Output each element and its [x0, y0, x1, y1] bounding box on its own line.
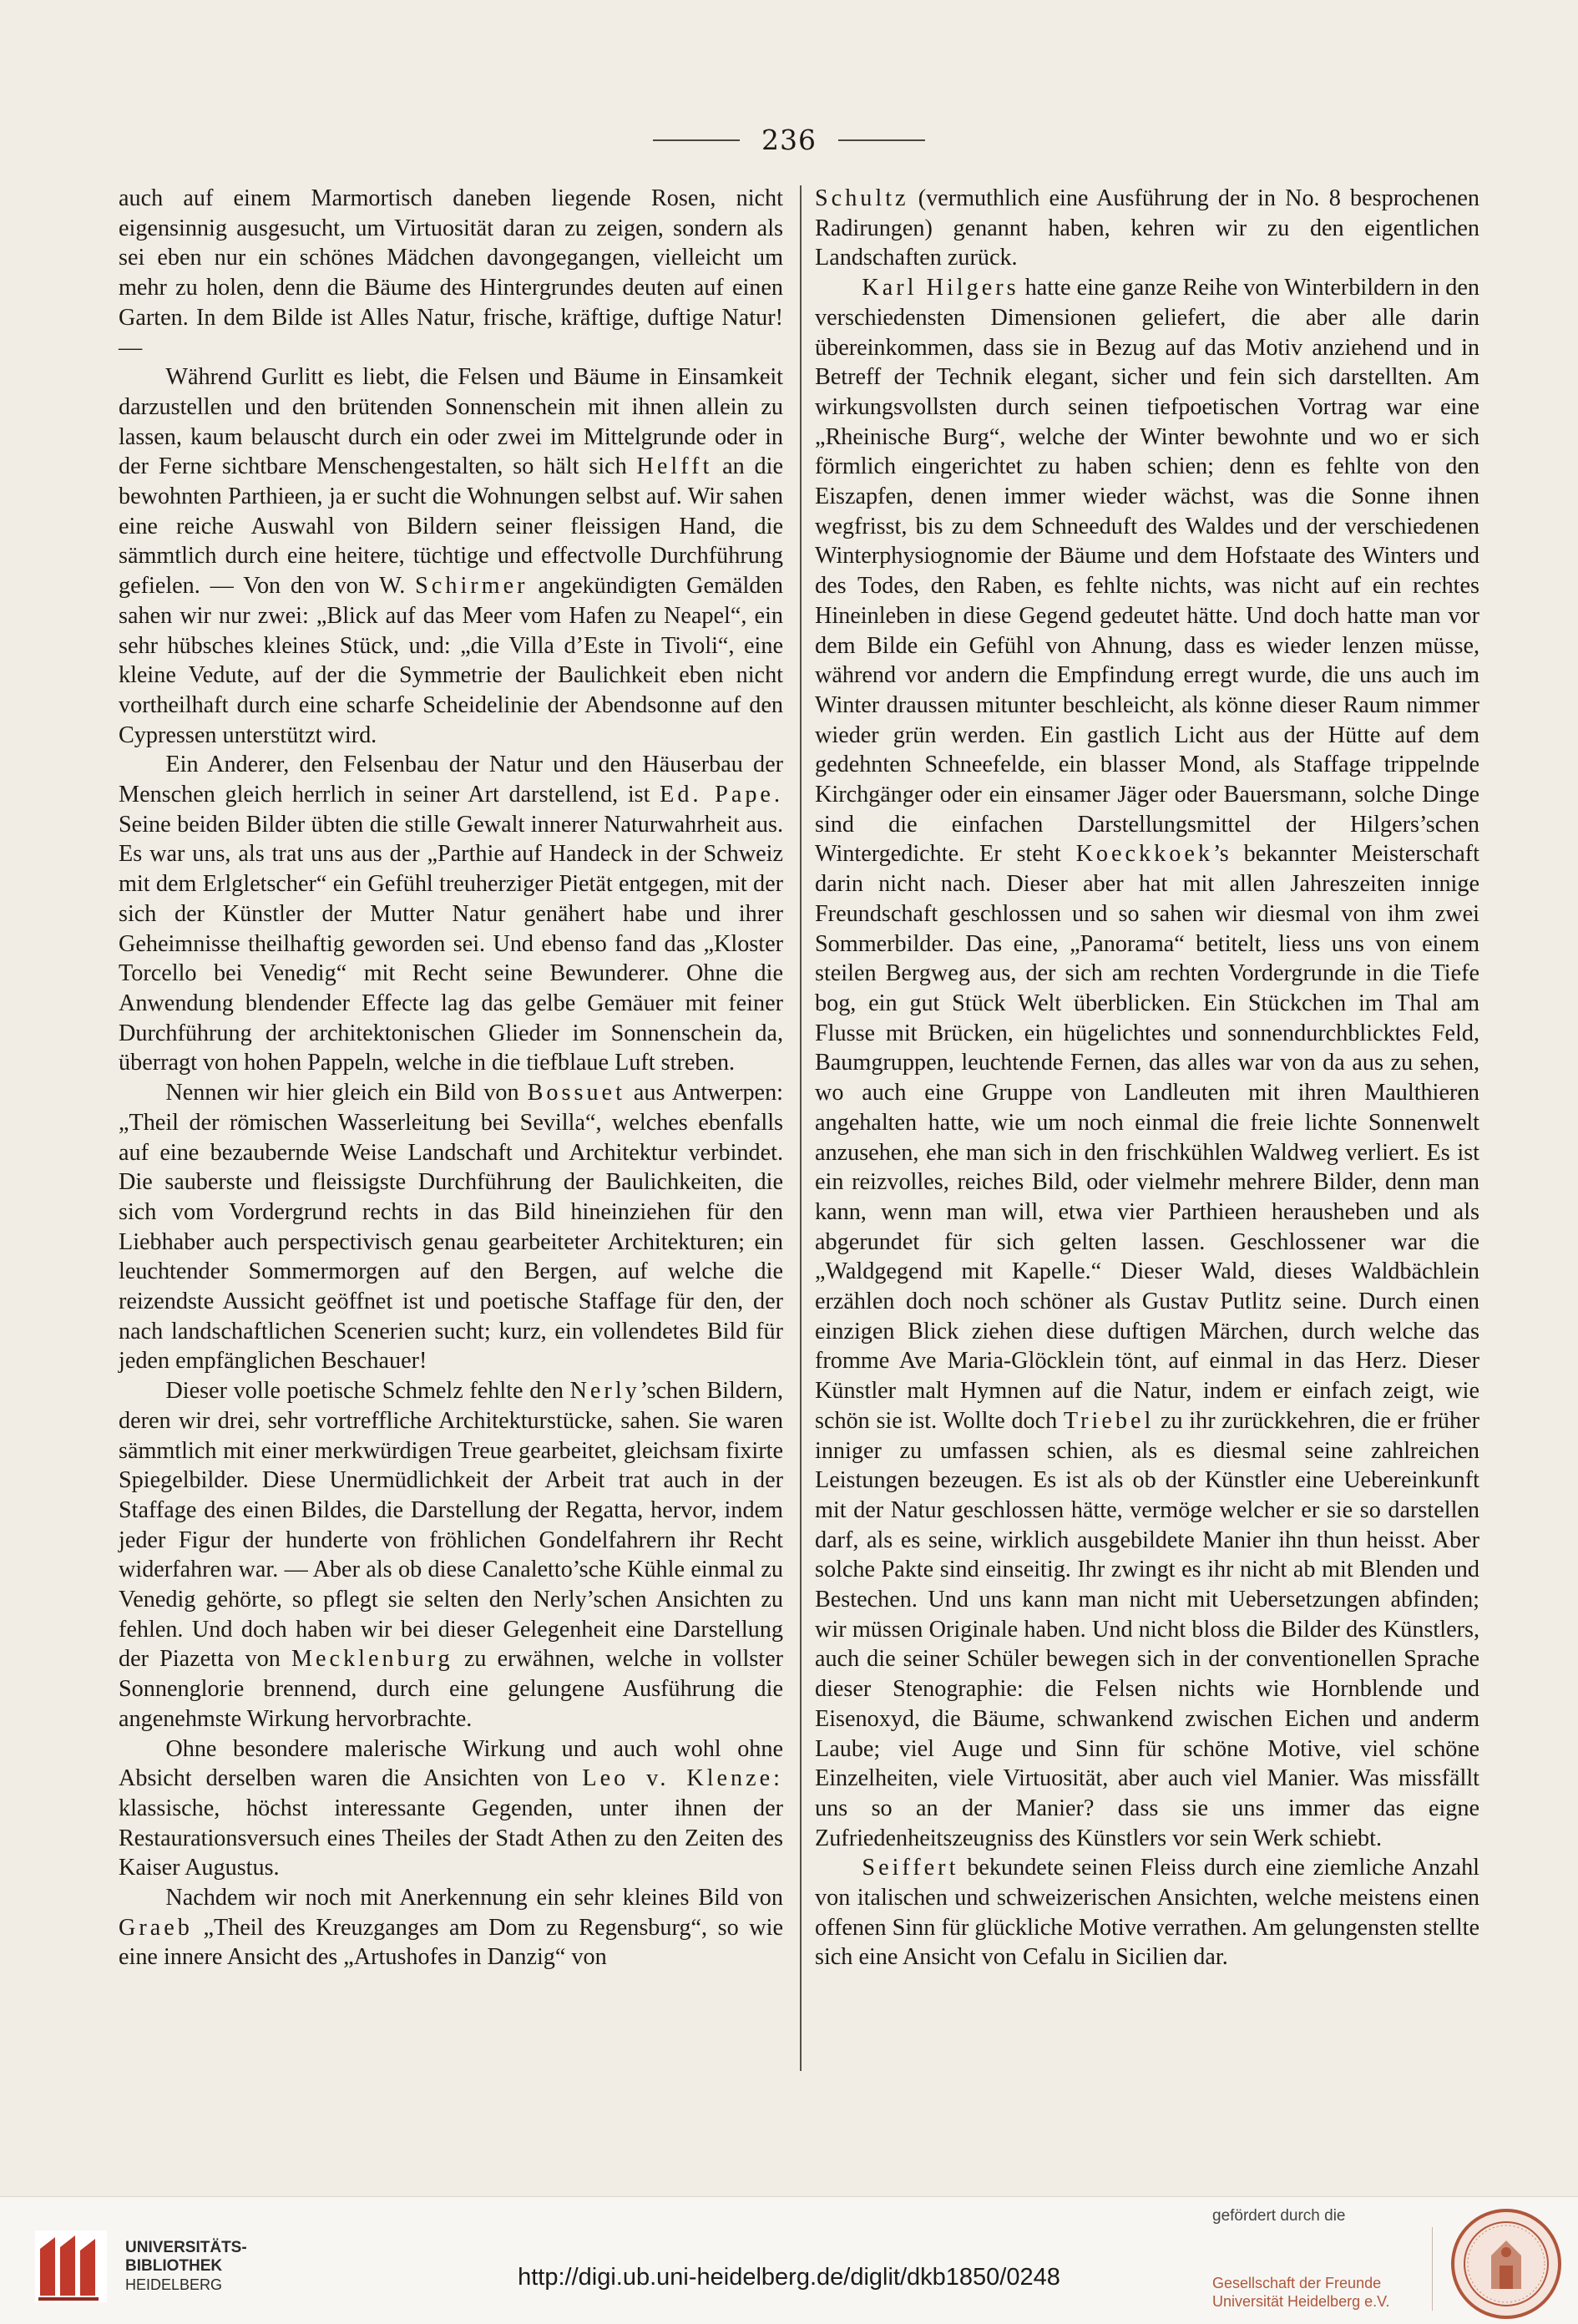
sponsor-name[interactable]	[1212, 2274, 1389, 2311]
paragraph	[119, 750, 783, 1078]
paragraph	[815, 184, 1479, 273]
page-header	[0, 124, 1578, 156]
sponsor-caption: gefördert durch die	[1212, 2207, 1346, 2225]
text-run: klassische, höchst interessante Gegenden, unter ihnen der Restaurationsversuch eines Theiles der Stadt Athen zu den Zeiten des Kaiser Augustus.	[119, 1795, 783, 1881]
text-run: hatte eine ganze Reihe von Winterbildern in den verschiedensten Dimensionen geliefert, die aber alle darin übereinkommen, dass sie in Bezug auf das Motiv anziehend und in Betreff der Technik elegant, sicher und fein sich darstellten. Am wirkungsvollsten durch seinen tiefpoetischen Vortrag war eine „Rheinische Burg“, welche der Winter bewohnte und wo er sich förmlich eingerichtet zu haben schien; denn es fehlte von den Eiszapfen, denen immer wieder wächst, was die Sonne ihnen wegfrisst, bis zu dem Schneeduft des Waldes und der verschiedenen Winterphysiognomie der Bäume und dem Hofstaate des Winters und des Todes, den Raben, es fehlte nichts, was nicht auf ein rechtes Hineinleben in diese Gegend gedeutet hätte. Und doch hatte man vor dem Bilde ein Gefühl von Ahnung, dass es wieder lenzen müsse, während vor andern die Empfindung erregt wurde, die uns auch im Winter draussen mitunter beschleicht, als könne dieser Raum nimmer wieder grün werden. Ein gastlich Licht aus der Hütte auf dem gedehnten Schneefelde, ein blasser Mond, als Staffage trippelnde Kirchgänger oder ein einsamer Jäger oder Bauersmann, solche Dinge sind die einfachen Darstellungsmittel der Hilgers’schen Wintergedichte. Er steht	[815, 275, 1479, 868]
artist-name: Nerly	[569, 1378, 640, 1405]
library-name-line2: BIBLIOTHEK	[125, 2257, 223, 2275]
text-run: Nennen wir hier gleich ein Bild von	[165, 1080, 528, 1106]
text-run: ’s bekannter Meisterschaft darin nicht nach. Dieser aber hat mit allen Jahreszeiten innige Freundschaft geschlossen und so sahen wir diesmal von ihm zwei Sommerbilder. Das eine, „Panorama“ betitelt, liess uns von einem steilen Bergweg aus, der sich am rechten Vordergrunde in die Tiefe bog, ein gut Stück Welt überblicken. Ein Stückchen im Thal am Flusse mit Brücken, ein hügelichtes und sonnendurchblicktes Feld, Baumgruppen, leuchtende Fernen, das alles war von da aus zu sehen, wo auch eine Gruppe von Landleuten mit ihren Maulthieren angehalten hatte, wie um noch einmal die freie lichte Sonnenwelt anzusehen, ehe man sich in den frischkühlen Waldweg verliert. Es ist ein reizvolles, reiches Bild, oder vielmehr mehrere Bilder, denn man kann, wenn man will, etwa vier Parthieen herausheben und als abgerundet für sich gelten lassen. Geschlossener war die „Waldgegend mit Kapelle.“ Dieser Wald, dieses Waldbächlein erzählen doch noch schöner als Gustav Putlitz seine. Durch einen einzigen Blick ziehen diese duftigen Märchen, durch welche das fromme Ave Maria-Glöcklein tönt, auf einmal in das Herz. Dieser Künstler malt Hymnen auf die Natur, indem er einfach zeigt, wie schön sie ist. Wollte doch	[815, 841, 1479, 1434]
text-run: bekundete seinen Fleiss durch eine ziemliche Anzahl von italischen und schweizerischen Ansichten, welche meistens einen offenen Sinn für glückliche Motive verrathen. Am gelungensten stellte sich eine Ansicht von Cefalu in Sicilien dar.	[815, 1855, 1479, 1971]
artist-name: Bossuet	[527, 1080, 625, 1106]
text-run: Seine beiden Bilder übten die stille Gewalt innerer Naturwahrheit aus. Es war uns, als trat uns aus der „Parthie auf Handeck in der Schweiz mit dem Erlgletscher“ ein Gefühl treuherziger Pietät entgegen, mit der sich der Künstler der Mutter Natur genähert habe und ihrer Geheimnisse theilhaftig geworden sei. Und ebenso fand das „Kloster Torcello bei Venedig“ mit Recht seine Bewunderer. Ohne die Anwendung blendender Effecte lag das gelbe Gemäuer mit feiner Durchführung der architektonischen Glieder im Sonnenschein da, überragt von hohen Pappeln, welche in die tiefblaue Luft streben.	[119, 811, 783, 1076]
artist-name: Helfft	[636, 453, 713, 480]
left-text-column	[119, 184, 783, 1972]
right-text-column	[815, 184, 1479, 1972]
text-run: auch auf einem Marmortisch daneben liegende Rosen, nicht eigensinnig ausgesucht, um Virtuosität daran zu zeigen, sondern als sei eben nur ein schönes Mädchen davongegangen, vielleicht um mehr zu holen, denn die Bäume des Hintergrundes deuten auf einen Garten. In dem Bilde ist Alles Natur, frische, kräftige, duftige Natur! —	[119, 185, 783, 361]
artist-name: Karl Hilgers	[862, 275, 1019, 301]
paragraph	[815, 1853, 1479, 1972]
page-number: 236	[761, 124, 817, 156]
text-run: angekündigten Gemälden sahen wir nur zwei: „Blick auf das Meer vom Hafen zu Neapel“, ein sehr hübsches kleines Stück, und: „die Villa d’Este in Tivoli“, eine kleine Vedute, auf der die Symmetrie der Baulichkeit eben nicht vortheilhaft durch eine scharfe Scheidelinie der Abendsonne auf den Cypressen unterstützt wird.	[119, 573, 784, 748]
text-run: Während Gurlitt es liebt, die Felsen und Bäume in Einsamkeit darzustellen und den brütenden Sonnenschein mit ihnen allein zu lassen, kaum belauscht durch ein oder zwei im Mittelgrunde oder in der Ferne sichtbare Menschengestalten, so hält sich	[119, 364, 783, 480]
text-run: Ein Anderer, den Felsenbau der Natur und den Häuserbau der Menschen gleich herrlich in seiner Art darstellend, ist	[119, 752, 783, 808]
header-rule-right	[838, 139, 925, 141]
paragraph	[119, 184, 783, 362]
artist-name: Ed. Pape.	[660, 782, 783, 808]
paragraph	[119, 1734, 783, 1884]
artist-name: Triebel	[1063, 1407, 1155, 1434]
permalink-url[interactable]: http://digi.ub.uni-heidelberg.de/diglit/dkb1850/0248	[518, 2264, 1060, 2291]
text-run: „Theil des Kreuzganges am Dom zu Regensburg“, so wie eine innere Ansicht des „Artushofes in Danzig“ von	[119, 1914, 783, 1971]
paragraph	[119, 362, 783, 750]
artist-name: Seiffert	[862, 1855, 959, 1881]
library-city: HEIDELBERG	[125, 2276, 223, 2293]
artist-name: Mecklenburg	[291, 1646, 453, 1673]
text-run: an die bewohnten Parthieen, ja er sucht die Wohnungen selbst auf. Wir sahen eine reiche Auswahl von Bildern seiner fleissigen Hand, die sämmtlich durch eine heitere, tüchtige und effectvolle Durchführung gefielen. — Von den von W.	[119, 453, 783, 600]
artist-name: Koeckkoek	[1075, 841, 1213, 868]
paragraph	[815, 273, 1479, 1853]
text-run: aus Antwerpen: „Theil der römischen Wasserleitung bei Sevilla“, welches ebenfalls auf eine bezaubernde Weise Landschaft und Architektur verbindet. Die sauberste und fleissigste Durchführung der Baulichkeiten, die sich vom Vordergrund rechts in das Bild hineinziehen für den Liebhaber auch perspectivisch genau gearbeiteter Architekturen; ein leuchtender Sommermorgen auf den Bergen, auf welche die reizendste Aussicht geöffnet ist und poetische Staffage für den, der nach landschaftlichen Scenerien sucht; kurz, ein vollendetes Bild für jeden empfänglichen Beschauer!	[119, 1080, 783, 1375]
text-run: ’schen Bildern, deren wir drei, sehr vortreffliche Architekturstücke, sahen. Sie waren sämmtlich mit einer merkwürdigen Treue gearbeitet, gleichsam fixirte Spiegelbilder. Diese Unermüdlichkeit der Arbeit trat auch in der Staffage des einen Bildes, die Darstellung der Regatta, hervor, indem jeder Figur der hunderte von fröhlichen Gondelfahrern ihr Recht widerfahren war. — Aber als ob diese Canaletto’sche Kühle einmal zu Venedig gehörte, so pflegt sie selten den Nerly’schen Ansichten zu fehlen. Und doch haben wir bei dieser Gelegenheit eine Darstellung der Piazetta von	[119, 1378, 784, 1673]
paragraph	[119, 1078, 783, 1376]
text-run: (vermuthlich eine Ausführung der in No. 8 besprochenen Radirungen) genannt haben, kehren wir zu den eigentlichen Landschaften zurück.	[815, 185, 1479, 271]
artist-name: Schirmer	[415, 573, 529, 600]
text-run: zu erwähnen, welche in vollster Sonnenglorie brennend, durch eine gelungene Ausführung die angenehmste Wirkung hervorbrachte.	[119, 1646, 783, 1732]
column-divider	[800, 185, 802, 2071]
digitization-footer	[0, 2196, 1578, 2324]
text-run: Dieser volle poetische Schmelz fehlte den	[165, 1378, 570, 1405]
header-rule-left	[653, 139, 740, 141]
paragraph	[119, 1883, 783, 1972]
text-run: zu ihr zurückkehren, die er früher inniger zu umfassen schien, als es diesmal seine zahlreichen Leistungen bezeugen. Es ist als ob der Künstler eine Uebereinkunft mit der Natur geschlossen hätte, vermöge welcher er sie so darstellen darf, als es seine, wirklich ausgebildete Manier ihn thun heisst. Aber solche Pakte sind einseitig. Ihr zwingt es ihr nicht ab mit Blenden und Bestechen. Und uns kann man nicht mit Uebersetzungen abfinden; wir müssen Originale haben. Und nicht bloss die Bilder des Künstlers, auch die seiner Schüler bewegen sich in der conventionellen Sprache dieser Stenographie: die Felsen nichts wie Hornblende und Eisenoxyd, die Bäume, schwankend zwischen Eichen und anderm Laube; viel Auge und Sinn für schöne Motive, viel schöne Einzelheiten, viele Virtuosität, aber auch viel Manier. Was missfällt uns so an der Manier? dass sie uns immer das eigne Zufriedenheitszeugniss des Künstlers vor sein Werk schiebt.	[815, 1407, 1479, 1851]
university-seal-icon	[1449, 2207, 1563, 2321]
sponsor-name-line2: Universität Heidelberg e.V.	[1212, 2293, 1390, 2310]
sponsor-name-line1: Gesellschaft der Freunde	[1212, 2275, 1382, 2291]
sponsor-divider	[1432, 2227, 1433, 2311]
text-run: Nachdem wir noch mit Anerkennung ein sehr kleines Bild von	[165, 1885, 783, 1911]
library-name-line1: UNIVERSITÄTS-	[125, 2239, 247, 2256]
artist-name: Schultz	[815, 185, 909, 211]
artist-name: Leo v. Klenze:	[582, 1765, 784, 1792]
artist-name: Graeb	[119, 1914, 193, 1941]
paragraph	[119, 1376, 783, 1734]
text-run: Ohne besondere malerische Wirkung und auch wohl ohne Absicht derselben waren die Ansichten von	[119, 1735, 783, 1792]
